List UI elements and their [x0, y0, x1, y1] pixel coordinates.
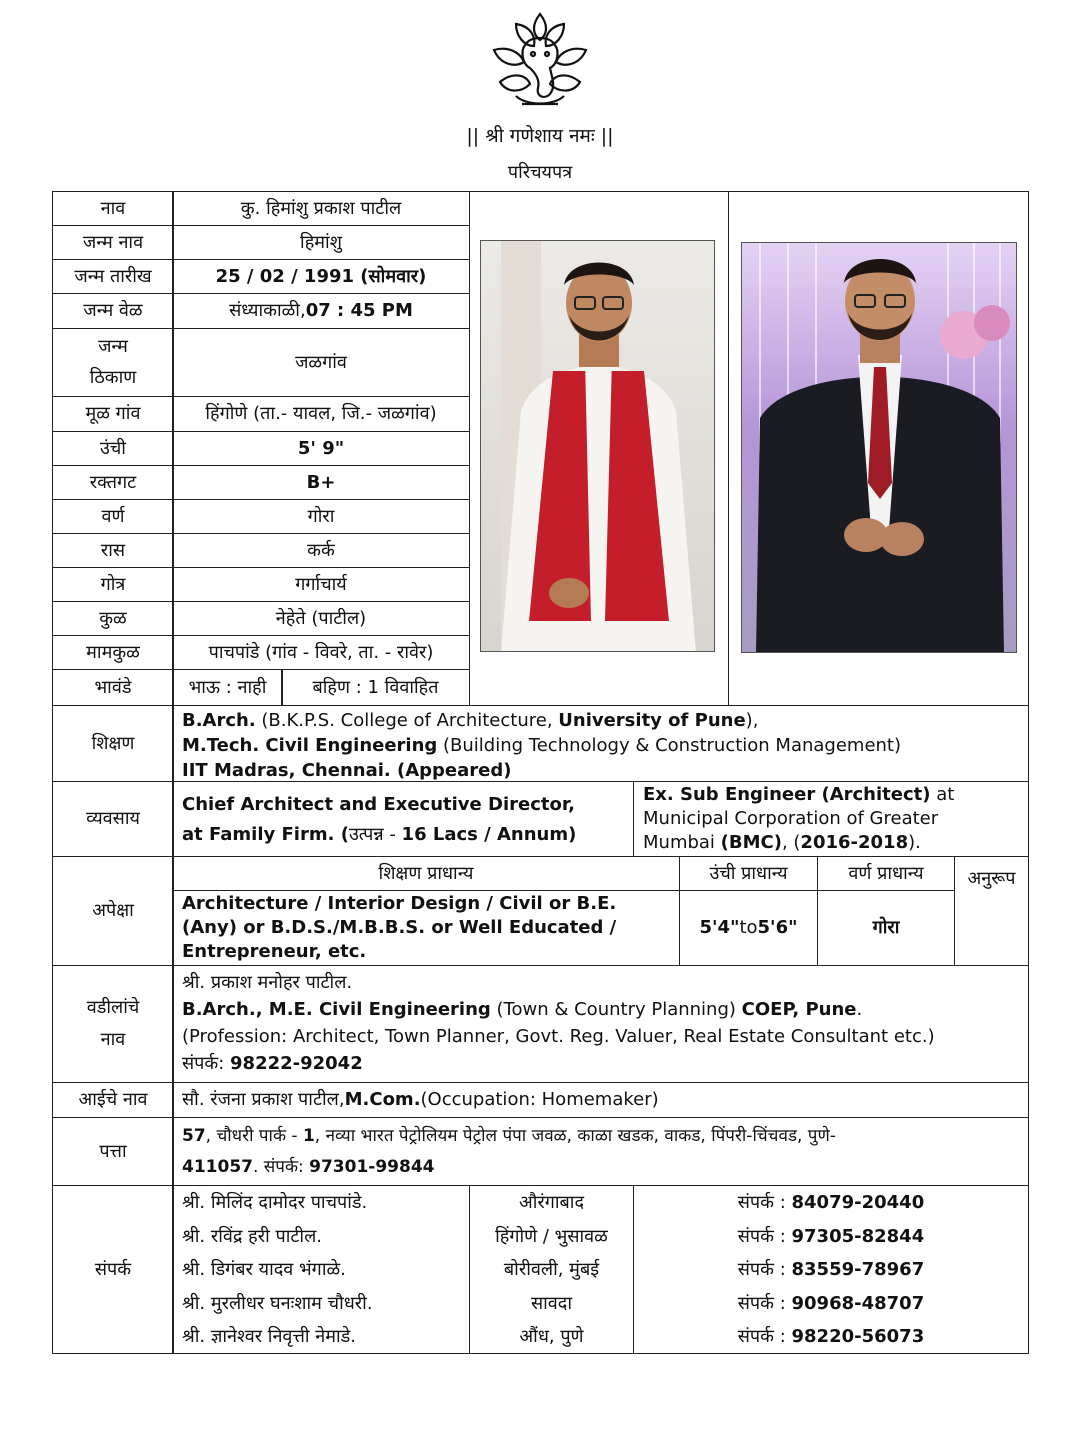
label-rashi: रास	[52, 533, 174, 568]
contact-phone-row	[643, 1287, 1019, 1321]
value-brother: भाऊ : नाही	[172, 669, 283, 706]
contact-label: संपर्क :	[737, 1225, 792, 1247]
label-mother: आईचे नाव	[52, 1082, 174, 1118]
father-specialization: (Town & Country Planning)	[490, 999, 742, 1020]
label-occupation: व्यवसाय	[52, 781, 174, 857]
label-complexion: वर्ण	[52, 499, 174, 534]
contact-label: संपर्क :	[737, 1292, 792, 1314]
value-kul: नेहेते (पाटील)	[172, 601, 470, 636]
previous-employer-city: Mumbai	[643, 832, 721, 853]
label-siblings: भावंडे	[52, 669, 174, 706]
address-contact-label: . संपर्क:	[252, 1157, 310, 1177]
label-birth-date: जन्म तारीख	[52, 259, 174, 294]
page-title: परिचयपत्र	[507, 162, 573, 183]
edu-mtech-specialization: (Building Technology & Construction Management)	[437, 735, 902, 756]
mother-occupation: (Occupation: Homemaker)	[420, 1089, 659, 1111]
father-institute: COEP, Pune	[741, 999, 857, 1020]
contact-phone: 97305-82844	[791, 1225, 925, 1247]
value-name: कु. हिमांशु प्रकाश पाटील	[172, 191, 470, 226]
address-locality: , नव्या भारत पेट्रोलियम पेट्रोल पंपा जवळ, काळा खडक, वाकड, पिंपरी-चिंचवड, पुणे-	[314, 1126, 836, 1146]
value-mamkul: पाचपांडे (गांव - विवरे, ता. - रावेर)	[172, 635, 470, 670]
edu-barch-end: ),	[745, 710, 759, 731]
previous-employer-abbr: (BMC)	[720, 832, 782, 853]
contact-phone-row	[643, 1320, 1019, 1354]
contact-phone-row	[643, 1186, 1019, 1220]
address-phone: 97301-99844	[309, 1157, 435, 1177]
value-address	[172, 1117, 1029, 1186]
label-contacts: संपर्क	[52, 1185, 174, 1354]
shlok-heading: || श्री गणेशाय नमः ||	[466, 125, 614, 147]
father-label-2: नाव	[100, 1029, 126, 1050]
contact-phone: 98220-56073	[791, 1326, 925, 1348]
label-birth-place	[52, 328, 174, 397]
label-gotra: गोत्र	[52, 567, 174, 602]
value-birth-date: 25 / 02 / 1991 (सोमवार)	[172, 259, 470, 294]
label-expectation: अपेक्षा	[52, 856, 174, 966]
birth-time-text: संध्याकाळी,	[229, 300, 306, 322]
contact-phone: 83559-78967	[791, 1259, 925, 1281]
ganesha-logo-icon	[486, 10, 594, 114]
contact-phone-row	[643, 1220, 1019, 1254]
label-education: शिक्षण	[52, 705, 174, 782]
father-qualification: B.Arch., M.E. Civil Engineering	[182, 999, 491, 1020]
contact-phone: 84079-20440	[791, 1192, 925, 1213]
value-rashi: कर्क	[172, 533, 470, 568]
contact-label: संपर्क :	[737, 1259, 792, 1281]
occupation-income-label: उत्पन्न -	[348, 824, 402, 845]
previous-role: Ex. Sub Engineer (Architect)	[643, 784, 931, 805]
previous-years-close: ).	[908, 832, 921, 853]
birth-place-label-2: ठिकाण	[89, 366, 137, 388]
label-native-village: मूळ गांव	[52, 396, 174, 432]
label-father	[52, 965, 174, 1083]
previous-years-open: , (	[781, 832, 801, 853]
contact-place: बोरीवली, मुंबई	[503, 1259, 600, 1281]
previous-employer: Municipal Corporation of Greater	[643, 808, 939, 829]
contact-label: संपर्क :	[737, 1192, 792, 1213]
portrait-photo-1	[480, 240, 715, 652]
address-pincode: 411057	[182, 1157, 253, 1177]
edu-mtech: M.Tech. Civil Engineering	[182, 735, 438, 756]
value-birth-time	[172, 293, 470, 329]
previous-years: 2016-2018	[800, 832, 909, 853]
birth-place-label-1: जन्म	[98, 335, 128, 357]
contacts-names	[172, 1185, 470, 1354]
height-to: to	[739, 917, 758, 939]
label-kul: कुळ	[52, 601, 174, 636]
label-name: नाव	[52, 191, 174, 226]
birth-time-clock: 07 : 45 PM	[305, 300, 413, 322]
contact-name: श्री. रविंद्र हरी पाटील.	[182, 1225, 323, 1247]
expectation-complexion-value: गोरा	[817, 890, 955, 966]
label-address: पत्ता	[52, 1117, 174, 1186]
contact-name: श्री. मुरलीधर घनःशाम चौधरी.	[182, 1292, 373, 1314]
value-father: श्री. प्रकाश मनोहर पाटील. B.Arch., M.E. Civil Engineering (Town & Country Planning) COEP, Pune. (Profession: Architect, Town Planner, Govt. Reg. Valuer, Real Estate Consultant etc.) संपर्क: 98222-92042	[172, 965, 1029, 1083]
label-mamkul: मामकुळ	[52, 635, 174, 670]
label-birth-time: जन्म वेळ	[52, 293, 174, 329]
portrait-photo-2	[741, 242, 1017, 653]
father-contact-label: संपर्क:	[182, 1053, 231, 1074]
contact-place: हिंगोणे / भुसावळ	[495, 1225, 608, 1247]
mother-qualification: M.Com.	[344, 1089, 421, 1111]
contact-name: श्री. डिगंबर यादव भंगाळे.	[182, 1259, 346, 1281]
label-blood-group: रक्तगट	[52, 465, 174, 500]
contact-phone: 90968-48707	[791, 1292, 925, 1314]
expectation-education-header: शिक्षण प्राधान्य	[172, 856, 680, 891]
contact-name: श्री. ज्ञानेश्वर निवृत्ती नेमाडे.	[182, 1326, 357, 1348]
value-mother	[172, 1082, 1029, 1118]
contacts-places	[469, 1185, 634, 1354]
address-house: 57	[182, 1126, 206, 1146]
mother-name: सौ. रंजना प्रकाश पाटील,	[182, 1089, 345, 1111]
edu-mtech-institute: IIT Madras, Chennai. (Appeared)	[182, 760, 512, 781]
height-min: 5'4"	[699, 917, 740, 939]
father-phone: 98222-92042	[230, 1053, 363, 1074]
contact-phone-row	[643, 1253, 1019, 1287]
value-occupation-previous	[633, 781, 1029, 857]
value-height: 5' 9"	[172, 431, 470, 466]
value-blood-group: B+	[172, 465, 470, 500]
address-society-no: 1	[302, 1126, 315, 1146]
height-max: 5'6"	[757, 917, 798, 939]
contact-place: औरंगाबाद	[518, 1192, 585, 1213]
edu-barch: B.Arch.	[182, 710, 256, 731]
contact-place: सावदा	[530, 1292, 573, 1314]
biodata-sheet	[52, 191, 1029, 1354]
label-height: उंची	[52, 431, 174, 466]
father-label-1: वडीलांचे	[86, 996, 140, 1018]
value-occupation-main	[172, 781, 634, 857]
value-gotra: गर्गाचार्य	[172, 567, 470, 602]
value-birth-name: हिमांशु	[172, 225, 470, 260]
contact-name: श्री. मिलिंद दामोदर पाचपांडे.	[182, 1192, 368, 1213]
contact-label: संपर्क :	[737, 1326, 792, 1348]
edu-barch-university: University of Pune	[558, 710, 746, 731]
value-native-village: हिंगोणे (ता.- यावल, जि.- जळगांव)	[172, 396, 470, 432]
father-profession: (Profession: Architect, Town Planner, Govt. Reg. Valuer, Real Estate Consultant etc.)	[182, 1026, 935, 1047]
expectation-height-value	[679, 890, 818, 966]
label-birth-name: जन्म नाव	[52, 225, 174, 260]
father-name: श्री. प्रकाश मनोहर पाटील.	[182, 972, 353, 993]
address-society: , चौधरी पार्क -	[205, 1126, 303, 1146]
contacts-phones	[633, 1185, 1029, 1354]
value-complexion: गोरा	[172, 499, 470, 534]
expectation-height-header: उंची प्राधान्य	[679, 856, 818, 891]
occupation-firm: at Family Firm. (	[182, 824, 349, 845]
value-birth-place: जळगांव	[172, 328, 470, 397]
expectation-education-value: Architecture / Interior Design / Civil or B.E. (Any) or B.D.S./M.B.B.S. or Well Educated / Entrepreneur, etc.	[172, 890, 680, 966]
value-sister: बहिण : 1 विवाहित	[281, 669, 470, 706]
edu-barch-college: (B.K.P.S. College of Architecture,	[255, 710, 559, 731]
contact-place: औंध, पुणे	[519, 1326, 584, 1348]
value-education	[172, 705, 1029, 782]
expectation-complexion-header: वर्ण प्राधान्य	[817, 856, 955, 891]
occupation-income: 16 Lacs / Annum)	[401, 824, 577, 845]
expectation-other: अनुरूप	[954, 856, 1029, 966]
occupation-title: Chief Architect and Executive Director,	[182, 794, 575, 815]
previous-role-at: at	[930, 784, 955, 805]
